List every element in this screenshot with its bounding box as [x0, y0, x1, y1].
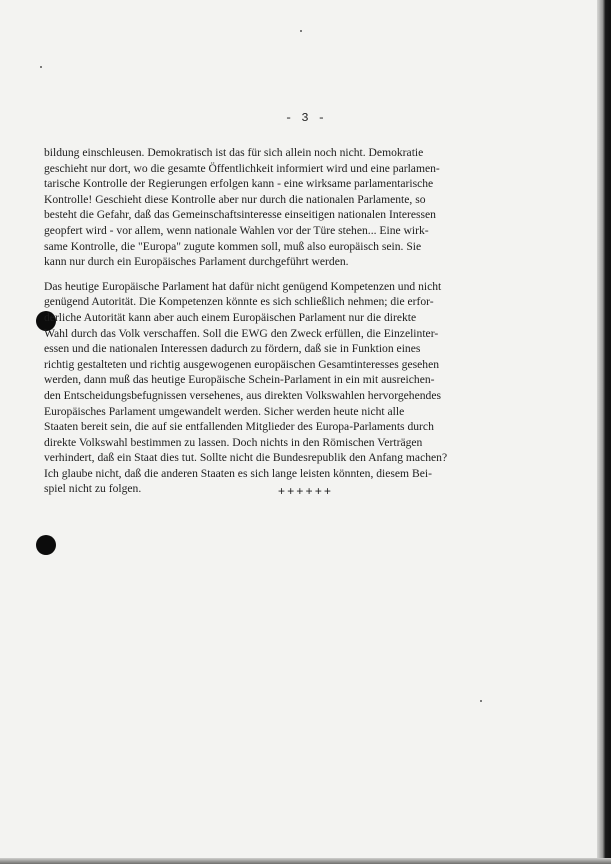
scan-speck	[480, 700, 482, 702]
text-line: spiel nicht zu folgen.	[44, 482, 142, 496]
paragraph-1	[44, 145, 572, 270]
text-line: essen und die nationalen Interessen dadurch zu fördern, daß sie in Funktion eines	[44, 342, 421, 356]
text-line: verhindert, daß ein Staat dies tut. Sollte nicht die Bundesrepublik den Anfang machen?	[44, 451, 448, 465]
text-line: den Entscheidungsbefugnissen versehenes, aus direkten Volkswahlen hervorgehendes	[44, 388, 441, 402]
punch-hole-lower	[36, 535, 56, 555]
text-line: geopfert wird - vor allem, wenn nationale Wahlen vor der Türe stehen... Eine wirk-	[44, 223, 429, 237]
text-line: Kontrolle! Geschieht diese Kontrolle aber nur durch die nationalen Parlamente, so	[44, 192, 426, 206]
text-line: Wahl durch das Volk verschaffen. Soll die EWG den Zweck erfüllen, die Einzelinter-	[44, 326, 439, 340]
page-number: - 3 -	[284, 111, 326, 125]
text-line: Ich glaube nicht, daß die anderen Staaten es sich lange leisten könnten, diesem Bei-	[44, 466, 432, 480]
text-line: Europäisches Parlament umgewandelt werden. Sicher werden heute nicht alle	[44, 404, 405, 418]
text-line: Staaten bereit sein, die auf sie entfallenden Mitglieder des Europa-Parlaments durch	[44, 420, 434, 434]
text-line: richtig gestalteten und richtig ausgewogenen europäischen Gesamtinteresses gesehen	[44, 357, 440, 371]
scan-edge-right	[597, 0, 611, 864]
text-line: tarische Kontrolle der Regierungen erfolgen kann - eine wirksame parlamentarische	[44, 177, 434, 191]
body-text	[44, 145, 572, 506]
text-line: bildung einschleusen. Demokratisch ist das für sich allein noch nicht. Demokratie	[44, 146, 424, 159]
scan-speck	[300, 30, 302, 32]
text-line: werden, dann muß das heutige Europäische Schein-Parlament in ein mit ausreichen-	[44, 373, 435, 387]
text-line: genügend Autorität. Die Kompetenzen könnte es sich schließlich nehmen; die erfor-	[44, 295, 434, 309]
scan-edge-bottom	[0, 858, 611, 864]
text-line: kann nur durch ein Europäisches Parlament durchgeführt werden.	[44, 255, 349, 269]
text-line: direkte Volkswahl bestimmen zu lassen. Doch nichts in den Römischen Verträgen	[44, 435, 423, 449]
text-line: besteht die Gefahr, daß das Gemeinschaftsinteresse einseitigen nationalen Interessen	[44, 208, 436, 222]
text-line: same Kontrolle, die "Europa" zugute kommen soll, muß also europäisch sein. Sie	[44, 239, 422, 253]
text-line: Das heutige Europäische Parlament hat dafür nicht genügend Kompetenzen und nicht	[44, 279, 442, 293]
closing-marks: ++++++	[277, 485, 334, 499]
text-line: geschieht nur dort, wo die gesamte Öffentlichkeit informiert wird und eine parlamen-	[44, 161, 440, 175]
scan-speck	[40, 66, 42, 68]
text-line: derliche Autorität kann aber auch einem Europäischen Parlament nur die direkte	[44, 310, 417, 324]
paragraph-2	[44, 279, 572, 497]
